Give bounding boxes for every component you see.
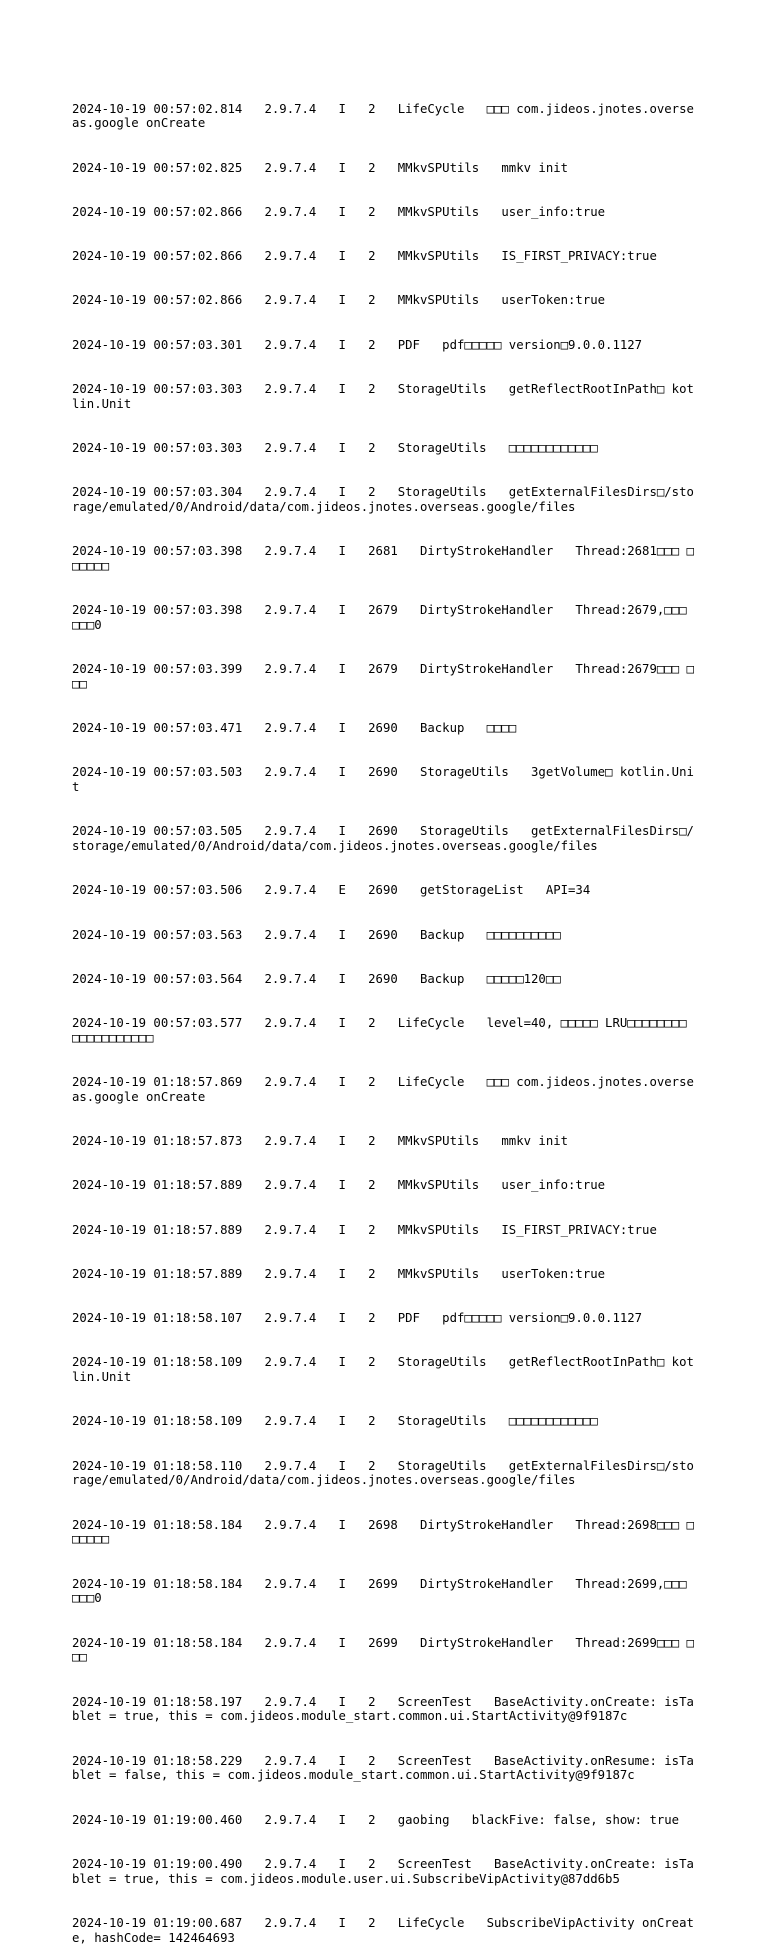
log-line: 2024-10-19 00:57:03.505 2.9.7.4 I 2690 StorageUtils getExternalFilesDirs□/storage/emulated/0/Android/data/com.jideos.jnotes.overseas.google/files xyxy=(72,824,694,853)
log-line: 2024-10-19 01:18:57.889 2.9.7.4 I 2 MMkvSPUtils user_info:true xyxy=(72,1178,606,1193)
log-line: 2024-10-19 01:19:00.687 2.9.7.4 I 2 LifeCycle SubscribeVipActivity onCreate, hashCode= 142464693 xyxy=(72,1915,694,1945)
log-line: 2024-10-19 01:18:58.184 2.9.7.4 I 2699 DirtyStrokeHandler Thread:2699□□□ □□□ xyxy=(72,1635,694,1665)
log-line: 2024-10-19 00:57:03.303 2.9.7.4 I 2 StorageUtils □□□□□□□□□□□□ xyxy=(72,440,598,455)
log-line: 2024-10-19 00:57:03.303 2.9.7.4 I 2 StorageUtils getReflectRootInPath□ kotlin.Unit xyxy=(72,381,694,411)
log-line: 2024-10-19 01:18:57.869 2.9.7.4 I 2 LifeCycle □□□ com.jideos.jnotes.overseas.google onCreate xyxy=(72,1075,694,1104)
log-document xyxy=(72,72,700,1960)
log-line: 2024-10-19 00:57:03.398 2.9.7.4 I 2679 DirtyStrokeHandler Thread:2679,□□□ □□□0 xyxy=(72,603,694,632)
log-line: 2024-10-19 01:18:58.107 2.9.7.4 I 2 PDF pdf□□□□□ version□9.0.0.1127 xyxy=(72,1311,643,1325)
log-line: 2024-10-19 01:18:58.109 2.9.7.4 I 2 StorageUtils getReflectRootInPath□ kotlin.Unit xyxy=(72,1355,694,1384)
log-line: 2024-10-19 01:18:57.889 2.9.7.4 I 2 MMkvSPUtils userToken:true xyxy=(72,1266,606,1281)
log-line: 2024-10-19 01:18:58.184 2.9.7.4 I 2698 DirtyStrokeHandler Thread:2698□□□ □□□□□□ xyxy=(72,1517,694,1547)
log-line: 2024-10-19 01:19:00.460 2.9.7.4 I 2 gaobing blackFive: false, show: true xyxy=(72,1812,680,1827)
log-line: 2024-10-19 00:57:03.301 2.9.7.4 I 2 PDF pdf□□□□□ version□9.0.0.1127 xyxy=(72,337,643,352)
log-line: 2024-10-19 00:57:03.399 2.9.7.4 I 2679 DirtyStrokeHandler Thread:2679□□□ □□□ xyxy=(72,662,694,691)
log-line: 2024-10-19 01:18:58.197 2.9.7.4 I 2 ScreenTest BaseActivity.onCreate: isTablet = true, this = com.jideos.module_start.common.ui.StartActivity@9f9187c xyxy=(72,1694,694,1724)
log-line: 2024-10-19 01:18:58.110 2.9.7.4 I 2 StorageUtils getExternalFilesDirs□/storage/emulated/0/Android/data/com.jideos.jnotes.overseas.google/files xyxy=(72,1458,694,1488)
log-line: 2024-10-19 00:57:02.825 2.9.7.4 I 2 MMkvSPUtils mmkv init xyxy=(72,160,569,175)
log-line: 2024-10-19 00:57:02.814 2.9.7.4 I 2 LifeCycle □□□ com.jideos.jnotes.overseas.google onCreate xyxy=(72,101,694,131)
log-line: 2024-10-19 00:57:03.564 2.9.7.4 I 2690 Backup □□□□□120□□ xyxy=(72,971,561,986)
log-line: 2024-10-19 01:18:58.229 2.9.7.4 I 2 ScreenTest BaseActivity.onResume: isTablet = false, this = com.jideos.module_start.common.ui.StartActivity@9f9187c xyxy=(72,1753,694,1783)
log-line: 2024-10-19 01:18:57.873 2.9.7.4 I 2 MMkvSPUtils mmkv init xyxy=(72,1134,569,1148)
log-line: 2024-10-19 00:57:03.506 2.9.7.4 E 2690 getStorageList API=34 xyxy=(72,883,591,898)
log-line: 2024-10-19 00:57:03.577 2.9.7.4 I 2 LifeCycle level=40, □□□□□ LRU□□□□□□□□ □□□□□□□□□□□ xyxy=(72,1016,694,1045)
log-line: 2024-10-19 00:57:03.304 2.9.7.4 I 2 StorageUtils getExternalFilesDirs□/storage/emulated/0/Android/data/com.jideos.jnotes.overseas.google/files xyxy=(72,485,694,514)
log-line: 2024-10-19 00:57:02.866 2.9.7.4 I 2 MMkvSPUtils user_info:true xyxy=(72,204,606,219)
log-line: 2024-10-19 01:19:00.490 2.9.7.4 I 2 ScreenTest BaseActivity.onCreate: isTablet = true, this = com.jideos.module.user.ui.SubscribeVipActivity@87dd6b5 xyxy=(72,1856,694,1886)
log-line: 2024-10-19 01:18:58.109 2.9.7.4 I 2 StorageUtils □□□□□□□□□□□□ xyxy=(72,1414,598,1429)
log-line: 2024-10-19 00:57:02.866 2.9.7.4 I 2 MMkvSPUtils IS_FIRST_PRIVACY:true xyxy=(72,249,657,263)
log-line: 2024-10-19 00:57:03.398 2.9.7.4 I 2681 DirtyStrokeHandler Thread:2681□□□ □□□□□□ xyxy=(72,544,694,573)
log-line: 2024-10-19 00:57:03.503 2.9.7.4 I 2690 StorageUtils 3getVolume□ kotlin.Unit xyxy=(72,765,694,794)
log-line: 2024-10-19 01:18:58.184 2.9.7.4 I 2699 DirtyStrokeHandler Thread:2699,□□□ □□□0 xyxy=(72,1576,694,1606)
log-line: 2024-10-19 00:57:02.866 2.9.7.4 I 2 MMkvSPUtils userToken:true xyxy=(72,293,606,308)
log-line: 2024-10-19 00:57:03.471 2.9.7.4 I 2690 Backup □□□□ xyxy=(72,721,517,735)
log-line: 2024-10-19 01:18:57.889 2.9.7.4 I 2 MMkvSPUtils IS_FIRST_PRIVACY:true xyxy=(72,1222,657,1237)
log-line: 2024-10-19 00:57:03.563 2.9.7.4 I 2690 Backup □□□□□□□□□□ xyxy=(72,927,561,942)
